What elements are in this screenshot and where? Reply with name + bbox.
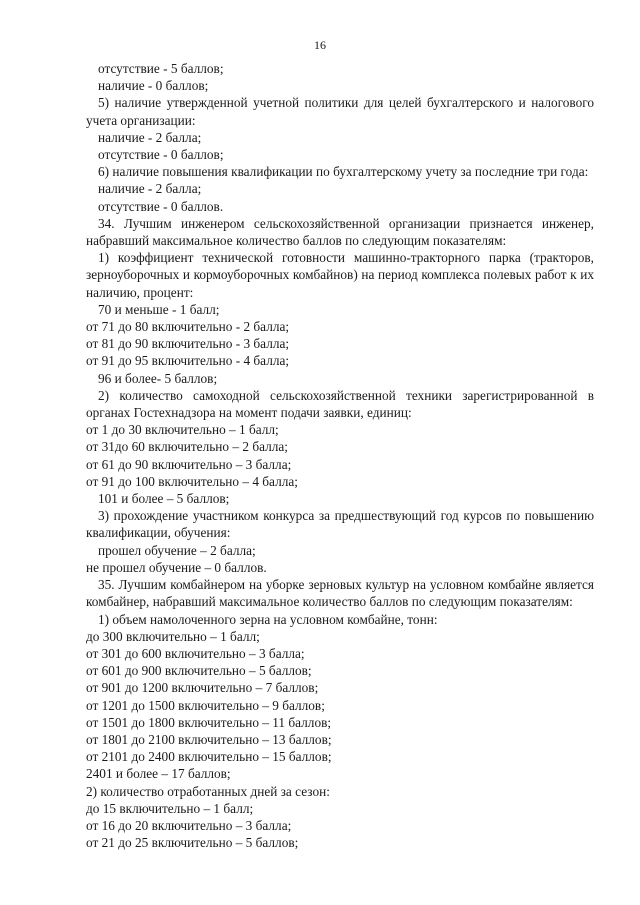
list-item: от 16 до 20 включительно – 3 балла;: [86, 817, 292, 833]
document-body: [86, 60, 594, 851]
paragraph: 5) наличие утвержденной учетной политики для целей бухгалтерского и налогового учета организации:: [86, 95, 594, 128]
list-item: от 1801 до 2100 включительно – 13 баллов;: [86, 731, 332, 747]
list-item: от 2101 до 2400 включительно – 15 баллов;: [86, 749, 332, 765]
list-item: 96 и более- 5 баллов;: [98, 370, 218, 386]
paragraph: 2) количество самоходной сельскохозяйственной техники зарегистрированной в органах Гостехнадзора на момент подачи заявки, единиц:: [86, 387, 594, 421]
list-item: от 1201 до 1500 включительно – 9 баллов;: [86, 697, 325, 713]
list-item: наличие - 0 баллов;: [98, 78, 209, 94]
page-number: 16: [314, 38, 326, 52]
list-item: отсутствие - 0 баллов;: [98, 147, 224, 163]
paragraph: 1) коэффициент технической готовности машинно-тракторного парка (тракторов, зерноуборочных и кормоуборочных комбайнов) на период комплекса полевых работ к их наличию, процент:: [86, 250, 594, 300]
list-item: 101 и более – 5 баллов;: [98, 491, 230, 507]
list-item: от 91 до 100 включительно – 4 балла;: [86, 473, 298, 489]
paragraph: 34. Лучшим инженером сельскохозяйственной организации признается инженер, набравший максимальное количество баллов по следующим показателям:: [86, 215, 594, 249]
list-item: не прошел обучение – 0 баллов.: [86, 559, 267, 575]
list-item: наличие - 2 балла;: [98, 181, 202, 197]
list-item: отсутствие - 0 баллов.: [98, 198, 224, 214]
list-item: прошел обучение – 2 балла;: [98, 542, 256, 558]
list-item: 2401 и более – 17 баллов;: [86, 766, 231, 782]
list-item: от 1501 до 1800 включительно – 11 баллов;: [86, 714, 332, 730]
list-item: 1) объем намолоченного зерна на условном комбайне, тонн:: [98, 611, 438, 627]
list-item: от 901 до 1200 включительно – 7 баллов;: [86, 680, 319, 696]
list-item: от 91 до 95 включительно - 4 балла;: [86, 353, 290, 369]
list-item: 2) количество отработанных дней за сезон:: [86, 783, 330, 799]
paragraph: 3) прохождение участником конкурса за предшествующий год курсов по повышению квалификации, обучения:: [86, 508, 594, 541]
list-item: от 21 до 25 включительно – 5 баллов;: [86, 835, 299, 851]
list-item: от 81 до 90 включительно - 3 балла;: [86, 336, 290, 352]
list-item: отсутствие - 5 баллов;: [98, 61, 224, 76]
list-item: до 15 включительно – 1 балл;: [86, 800, 254, 816]
list-item: от 31до 60 включительно – 2 балла;: [86, 439, 288, 455]
list-item: от 301 до 600 включительно – 3 балла;: [86, 645, 305, 661]
list-item: от 61 до 90 включительно – 3 балла;: [86, 456, 292, 472]
list-item: до 300 включительно – 1 балл;: [86, 628, 260, 644]
list-item: наличие - 2 балла;: [98, 129, 202, 145]
list-item: 70 и меньше - 1 балл;: [98, 301, 220, 317]
paragraph: 35. Лучшим комбайнером на уборке зерновых культур на условном комбайне является комбайнер, набравший максимальное количество баллов по следующим показателям:: [86, 577, 594, 610]
list-item: от 71 до 80 включительно - 2 балла;: [86, 319, 290, 335]
list-item: от 1 до 30 включительно – 1 балл;: [86, 422, 279, 438]
paragraph: 6) наличие повышения квалификации по бухгалтерскому учету за последние три года:: [98, 164, 589, 180]
list-item: от 601 до 900 включительно – 5 баллов;: [86, 663, 312, 679]
